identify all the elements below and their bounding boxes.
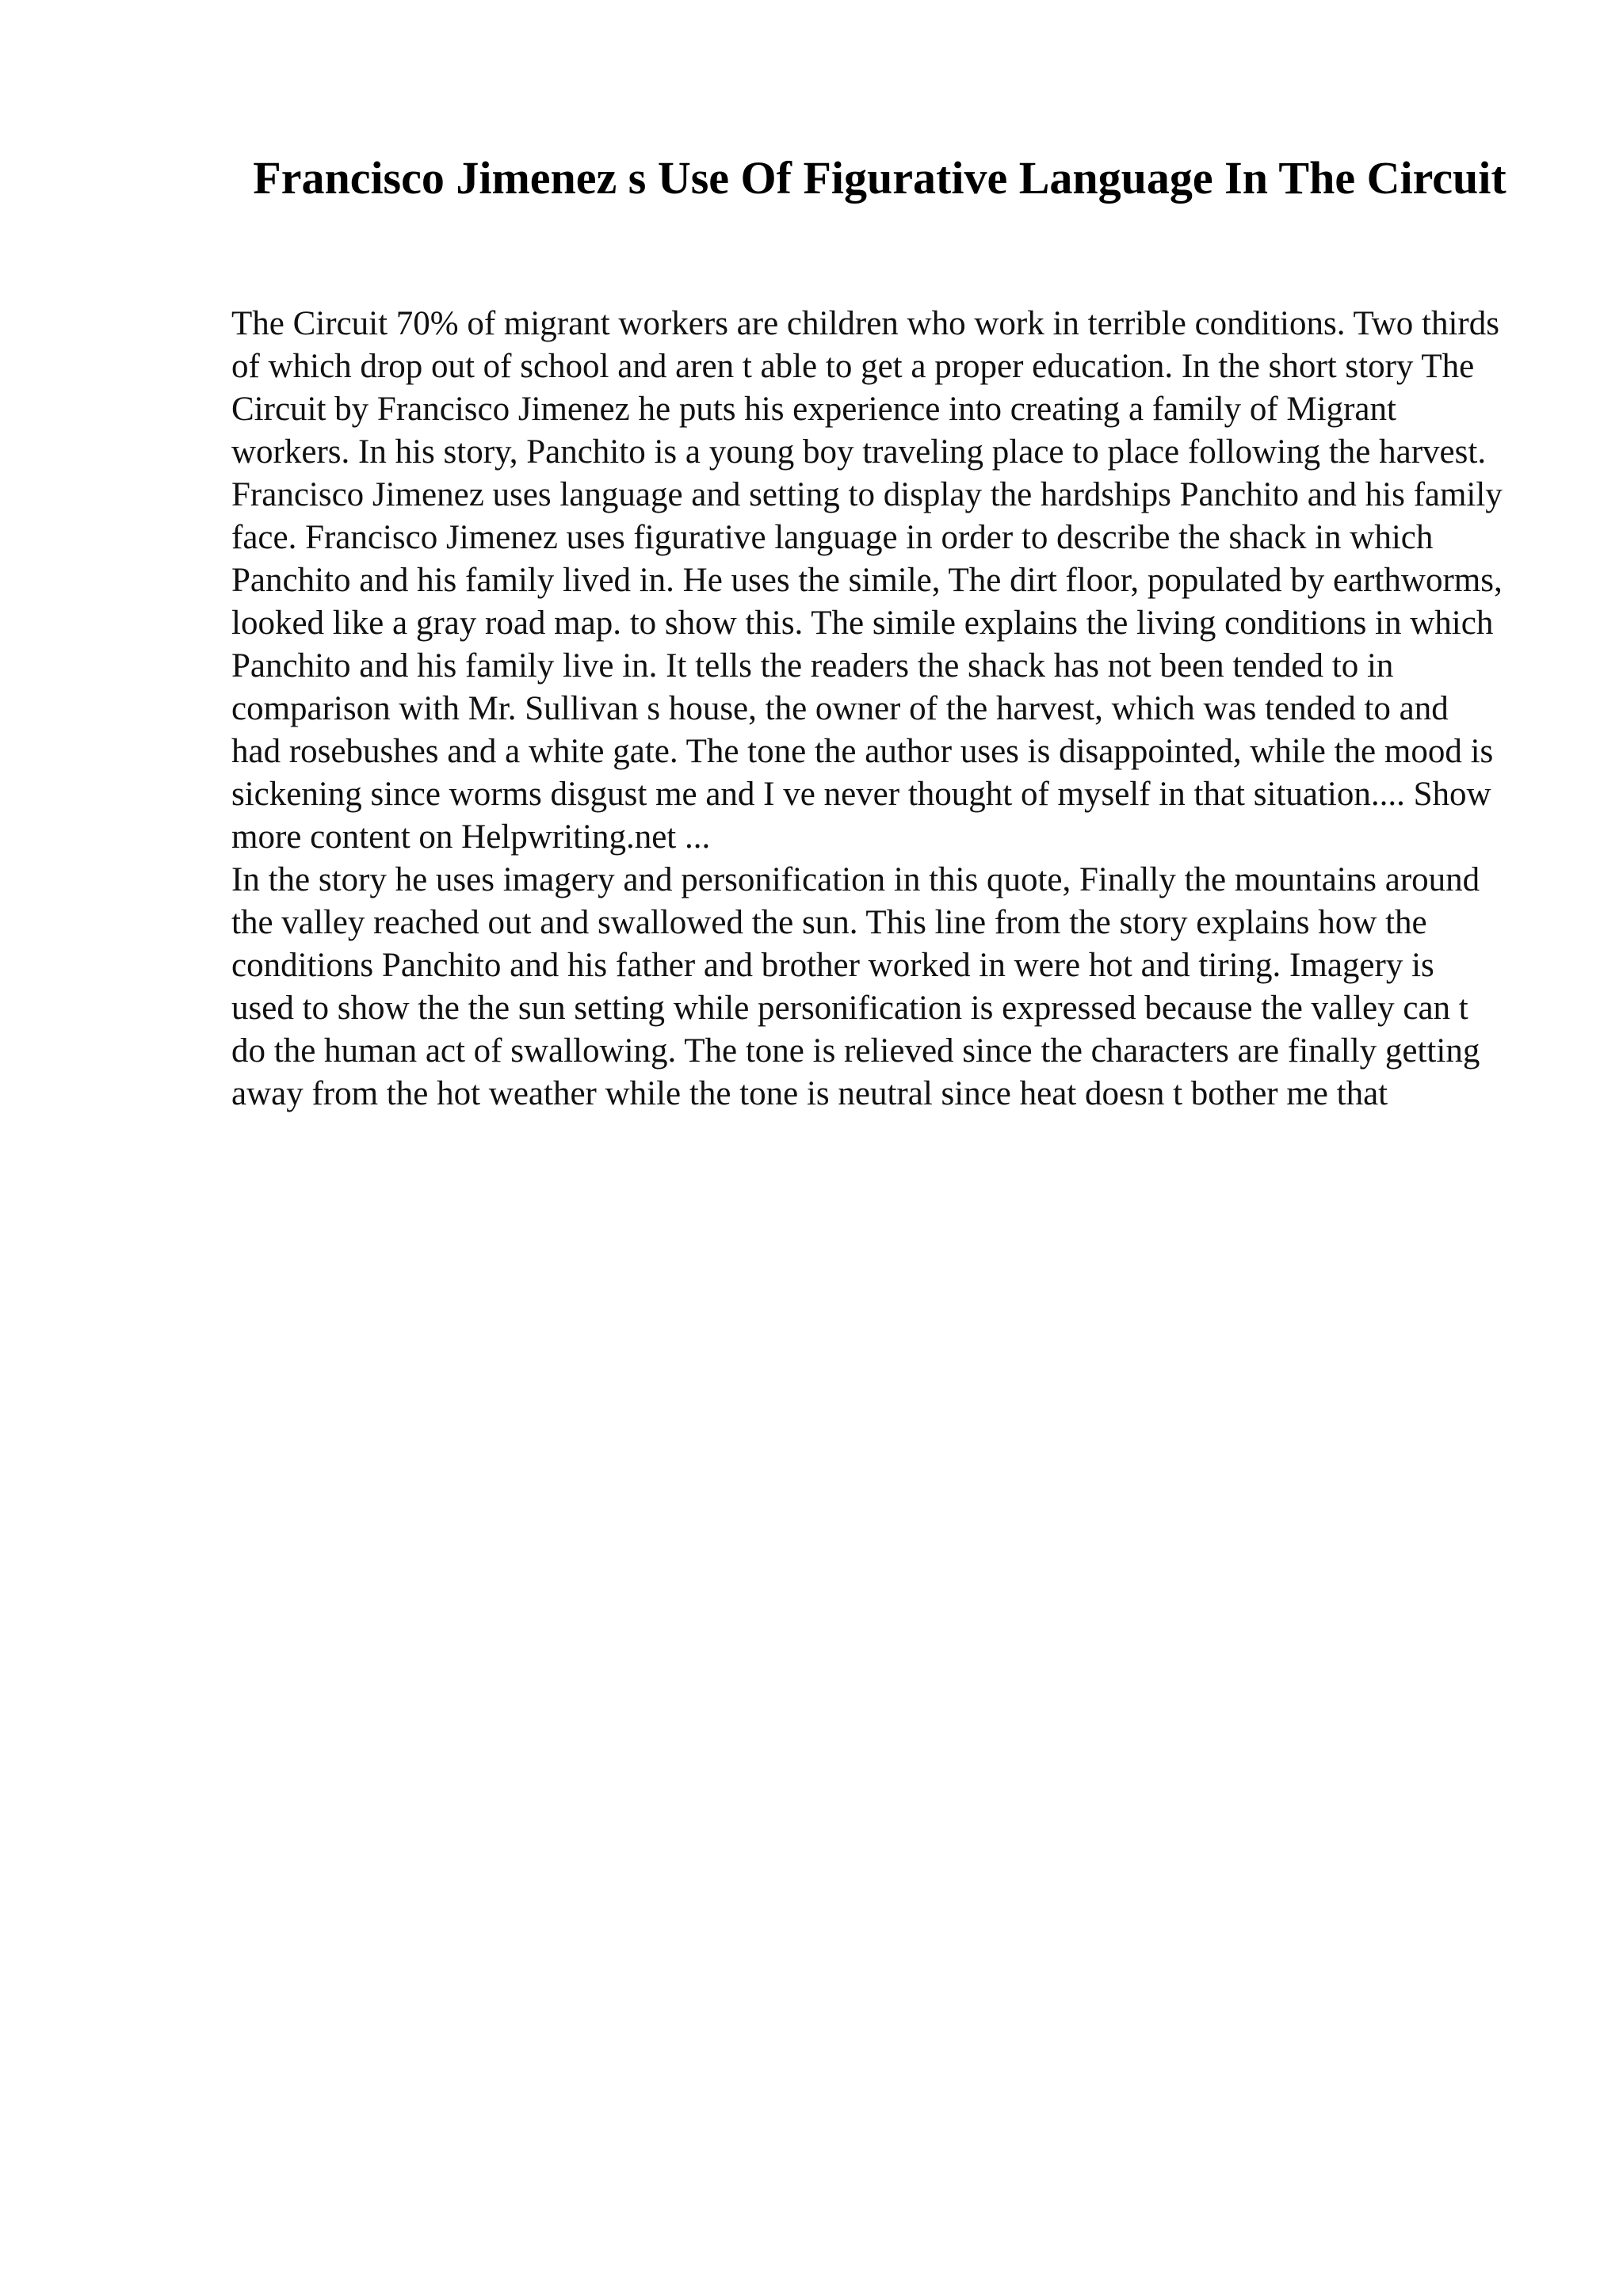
paragraph-1: The Circuit 70% of migrant workers are children who work in terrible conditions. Two thirds of which drop out of school and aren t able to get a proper education. In the short story The Circuit by Francisco Jimenez he puts his experience into creating a family of Migrant workers. In his story, Panchito is a young boy traveling place to place following the harvest. Francisco Jimenez uses language and setting to display the hardships Panchito and his family face. Francisco Jimenez uses figurative language in order to describe the shack in which Panchito and his family lived in. He uses the simile, The dirt floor, populated by earthworms, looked like a gray road map. to show this. The simile explains the living conditions in which Panchito and his family live in. It tells the readers the shack has not been tended to in comparison with Mr. Sullivan s house, the owner of the harvest, which was tended to and had rosebushes and a white gate. The tone the author uses is disappointed, while the mood is sickening since worms disgust me and I ve never thought of myself in that situation.... Show more content on Helpwriting.net ... [231,305,1503,856]
paragraph-2: In the story he uses imagery and personification in this quote, Finally the mountains around the valley reached out and swallowed the sun. This line from the story explains how the conditions Panchito and his father and brother worked in were hot and tiring. Imagery is used to show the the sun setting while personification is expressed because the valley can t do the human act of swallowing. The tone is relieved since the characters are finally getting away from the hot weather while the tone is neutral since heat doesn t bother me that [231,861,1480,1112]
document-body [231,303,1503,1116]
document-title: Francisco Jimenez s Use Of Figurative Language In The Circuit [253,152,1507,204]
